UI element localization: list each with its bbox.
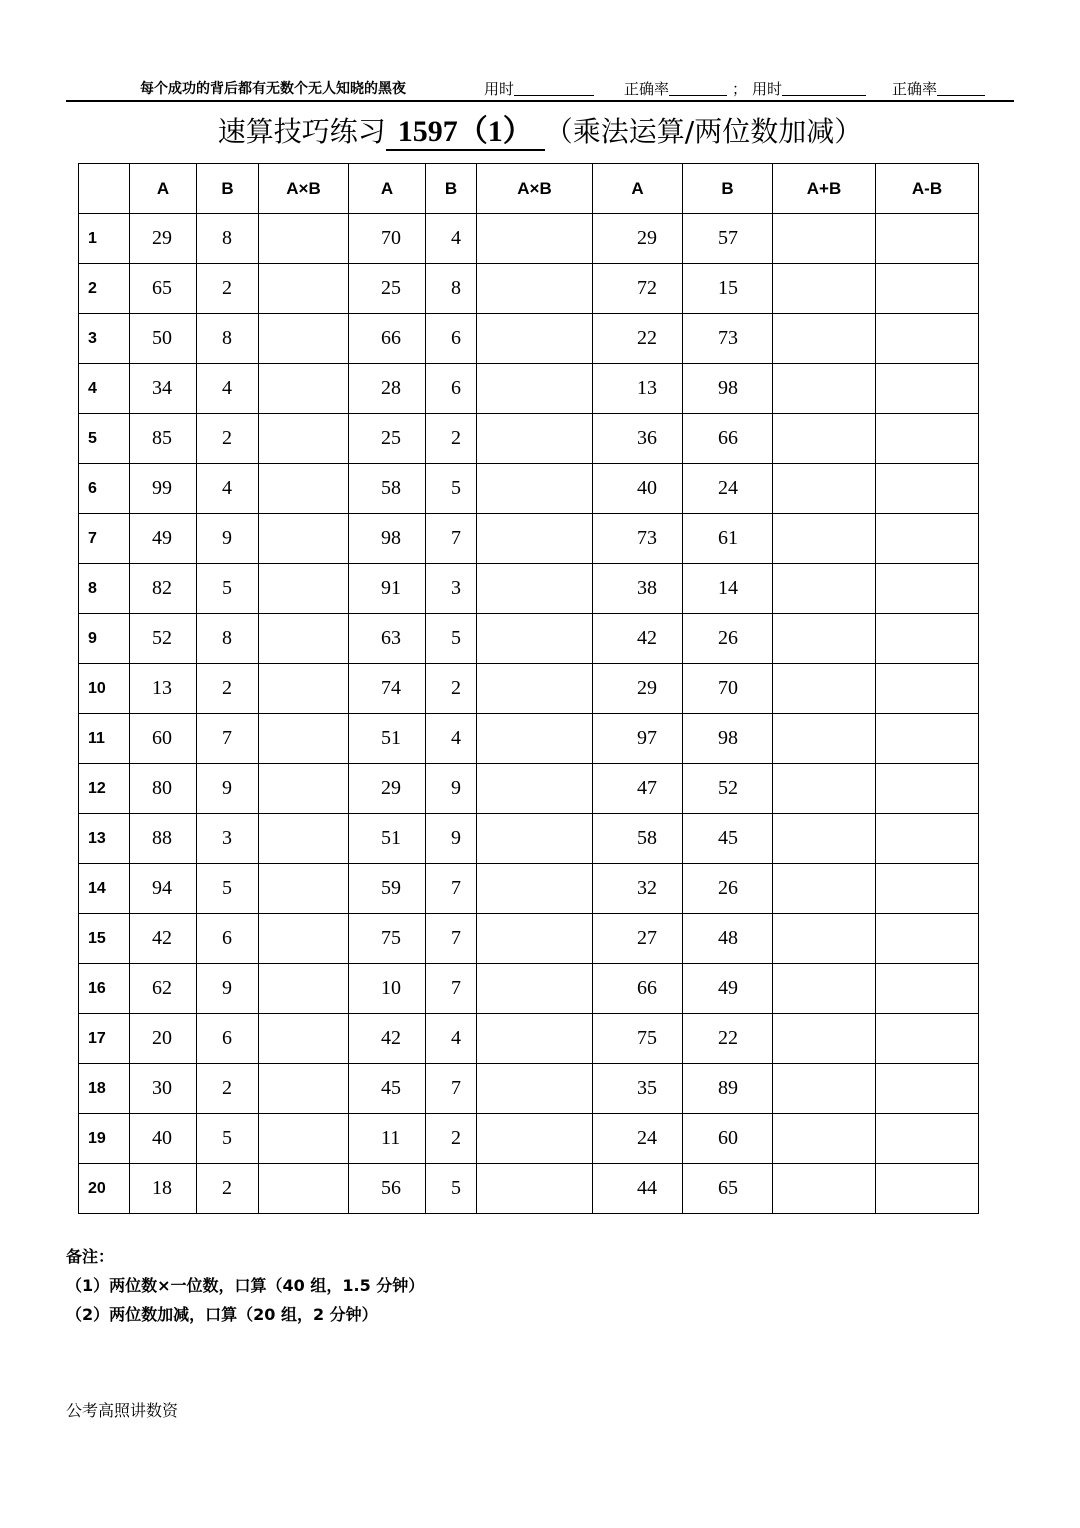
answer-sum[interactable] [773,864,876,914]
cell-b1: 9 [197,964,259,1014]
header-b2: B [426,164,477,214]
cell-a3: 58 [593,814,683,864]
answer-sum[interactable] [773,464,876,514]
answer-product-2[interactable] [477,1164,593,1214]
answer-product-1[interactable] [259,414,349,464]
notes-line-2: （2）两位数加减，口算（20 组，2 分钟） [66,1305,378,1324]
cell-b1: 2 [197,1064,259,1114]
table-row [79,614,979,664]
row-index: 4 [79,364,130,414]
accuracy-field-1 [624,78,669,99]
header-product-1: A×B [259,164,349,214]
answer-product-2[interactable] [477,264,593,314]
cell-a3: 47 [593,764,683,814]
cell-a2: 28 [349,364,426,414]
header-a1: A [130,164,197,214]
cell-a1: 18 [130,1164,197,1214]
cell-b3: 52 [683,764,773,814]
cell-b1: 8 [197,214,259,264]
answer-difference[interactable] [876,1064,979,1114]
row-index: 2 [79,264,130,314]
row-index: 14 [79,864,130,914]
answer-product-2[interactable] [477,314,593,364]
table-row [79,1164,979,1214]
cell-b2: 7 [426,514,477,564]
cell-b2: 2 [426,1114,477,1164]
cell-b2: 3 [426,564,477,614]
cell-a2: 70 [349,214,426,264]
cell-a2: 75 [349,914,426,964]
header-a3: A [593,164,683,214]
cell-a2: 51 [349,814,426,864]
cell-b2: 7 [426,914,477,964]
table-row [79,1064,979,1114]
answer-product-2[interactable] [477,1014,593,1064]
row-index: 12 [79,764,130,814]
cell-b2: 7 [426,864,477,914]
table-row [79,464,979,514]
cell-a3: 27 [593,914,683,964]
answer-product-1[interactable] [259,814,349,864]
cell-a1: 60 [130,714,197,764]
cell-a2: 74 [349,664,426,714]
header-index [79,164,130,214]
answer-sum[interactable] [773,964,876,1014]
title-suffix: （乘法运算/两位数加减） [544,115,863,148]
table-row [79,514,979,564]
cell-b3: 98 [683,714,773,764]
cell-a1: 34 [130,364,197,414]
cell-a3: 42 [593,614,683,664]
cell-b3: 57 [683,214,773,264]
table-row [79,664,979,714]
cell-b1: 2 [197,1164,259,1214]
cell-b2: 9 [426,814,477,864]
answer-product-1[interactable] [259,764,349,814]
answer-product-1[interactable] [259,464,349,514]
row-index: 9 [79,614,130,664]
cell-b3: 60 [683,1114,773,1164]
cell-a1: 13 [130,664,197,714]
cell-a2: 25 [349,414,426,464]
table-row [79,914,979,964]
page-title [0,110,1080,151]
cell-b2: 5 [426,1164,477,1214]
title-prefix: 速算技巧练习 [217,115,386,148]
answer-product-2[interactable] [477,664,593,714]
answer-product-2[interactable] [477,464,593,514]
cell-a3: 72 [593,264,683,314]
row-index: 11 [79,714,130,764]
cell-b2: 8 [426,264,477,314]
cell-a2: 10 [349,964,426,1014]
table-row [79,314,979,364]
header-sum: A+B [773,164,876,214]
header-line [66,76,1014,102]
cell-a1: 82 [130,564,197,614]
answer-product-1[interactable] [259,1114,349,1164]
cell-a3: 29 [593,214,683,264]
answer-product-1[interactable] [259,714,349,764]
cell-a1: 42 [130,914,197,964]
accuracy-label-1: 正确率 [624,82,670,98]
answer-product-1[interactable] [259,664,349,714]
cell-b2: 2 [426,664,477,714]
cell-b1: 8 [197,614,259,664]
cell-b3: 66 [683,414,773,464]
answer-difference[interactable] [876,814,979,864]
answer-difference[interactable] [876,464,979,514]
accuracy-label-2: 正确率 [892,82,938,98]
table-row [79,214,979,264]
answer-product-2[interactable] [477,564,593,614]
cell-b2: 6 [426,314,477,364]
cell-b2: 4 [426,214,477,264]
cell-a1: 52 [130,614,197,664]
answer-product-2[interactable] [477,614,593,664]
header-a2: A [349,164,426,214]
table-row [79,414,979,464]
time-blank-2[interactable] [782,80,866,96]
time-field-1 [484,78,514,99]
cell-b2: 5 [426,464,477,514]
cell-b1: 2 [197,664,259,714]
cell-b3: 45 [683,814,773,864]
cell-b1: 4 [197,464,259,514]
cell-a2: 29 [349,764,426,814]
cell-a2: 51 [349,714,426,764]
answer-sum[interactable] [773,614,876,664]
time-field-2 [752,78,782,99]
cell-b2: 4 [426,1014,477,1064]
cell-b2: 7 [426,964,477,1014]
cell-a2: 58 [349,464,426,514]
cell-b1: 5 [197,564,259,614]
answer-product-2[interactable] [477,214,593,264]
answer-difference[interactable] [876,364,979,414]
cell-b2: 9 [426,764,477,814]
cell-b1: 7 [197,714,259,764]
row-index: 16 [79,964,130,1014]
row-index: 17 [79,1014,130,1064]
answer-difference[interactable] [876,764,979,814]
cell-a2: 91 [349,564,426,614]
row-index: 1 [79,214,130,264]
cell-a1: 49 [130,514,197,564]
cell-b3: 26 [683,614,773,664]
cell-a2: 66 [349,314,426,364]
cell-b1: 6 [197,1014,259,1064]
cell-a1: 94 [130,864,197,914]
cell-a2: 98 [349,514,426,564]
answer-sum[interactable] [773,1114,876,1164]
answer-sum[interactable] [773,564,876,614]
row-index: 5 [79,414,130,464]
header-b3: B [683,164,773,214]
answer-difference[interactable] [876,714,979,764]
header-separator: ； [732,82,748,98]
answer-difference[interactable] [876,1164,979,1214]
cell-a3: 24 [593,1114,683,1164]
cell-a3: 66 [593,964,683,1014]
practice-table [78,163,979,1214]
cell-b1: 2 [197,414,259,464]
answer-sum[interactable] [773,1064,876,1114]
answer-product-1[interactable] [259,214,349,264]
answer-product-2[interactable] [477,814,593,864]
cell-a3: 38 [593,564,683,614]
row-index: 15 [79,914,130,964]
header-difference: A-B [876,164,979,214]
answer-difference[interactable] [876,564,979,614]
footer: 公考高照讲数资 [66,1401,179,1420]
cell-b1: 8 [197,314,259,364]
table-row [79,964,979,1014]
header-product-2: A×B [477,164,593,214]
cell-a2: 56 [349,1164,426,1214]
cell-a1: 80 [130,764,197,814]
answer-product-2[interactable] [477,764,593,814]
cell-a3: 29 [593,664,683,714]
answer-difference[interactable] [876,514,979,564]
cell-a1: 40 [130,1114,197,1164]
answer-product-2[interactable] [477,914,593,964]
answer-difference[interactable] [876,1014,979,1064]
cell-a1: 85 [130,414,197,464]
cell-a3: 73 [593,514,683,564]
notes-line-1: （1）两位数×一位数，口算（40 组，1.5 分钟） [66,1276,425,1295]
answer-product-1[interactable] [259,864,349,914]
cell-b3: 73 [683,314,773,364]
row-index: 19 [79,1114,130,1164]
cell-a1: 20 [130,1014,197,1064]
answer-sum[interactable] [773,664,876,714]
answer-product-2[interactable] [477,864,593,914]
motto: 每个成功的背后都有无数个无人知晓的黑夜 [140,81,406,97]
answer-product-2[interactable] [477,1114,593,1164]
answer-product-2[interactable] [477,414,593,464]
answer-difference[interactable] [876,264,979,314]
cell-b2: 2 [426,414,477,464]
table-row [79,864,979,914]
row-index: 18 [79,1064,130,1114]
cell-b3: 26 [683,864,773,914]
cell-a1: 65 [130,264,197,314]
row-index: 7 [79,514,130,564]
cell-b1: 6 [197,914,259,964]
cell-b2: 6 [426,364,477,414]
answer-sum[interactable] [773,814,876,864]
answer-sum[interactable] [773,264,876,314]
table-row [79,714,979,764]
accuracy-blank-2[interactable] [937,80,985,96]
time-label-1: 用时 [484,82,515,98]
answer-product-1[interactable] [259,564,349,614]
cell-a2: 45 [349,1064,426,1114]
cell-b3: 70 [683,664,773,714]
answer-sum[interactable] [773,1164,876,1214]
cell-b3: 49 [683,964,773,1014]
answer-sum[interactable] [773,364,876,414]
table-row [79,264,979,314]
table-row [79,564,979,614]
header-b1: B [197,164,259,214]
title-code: 1597（1） [386,115,545,151]
answer-sum[interactable] [773,714,876,764]
cell-b1: 2 [197,264,259,314]
answer-product-1[interactable] [259,914,349,964]
row-index: 8 [79,564,130,614]
row-index: 6 [79,464,130,514]
cell-b3: 15 [683,264,773,314]
answer-product-1[interactable] [259,1064,349,1114]
cell-a3: 32 [593,864,683,914]
cell-a3: 22 [593,314,683,364]
cell-a1: 50 [130,314,197,364]
cell-a3: 44 [593,1164,683,1214]
answer-product-1[interactable] [259,964,349,1014]
cell-b1: 5 [197,1114,259,1164]
cell-b3: 48 [683,914,773,964]
cell-b2: 5 [426,614,477,664]
answer-product-1[interactable] [259,264,349,314]
row-index: 3 [79,314,130,364]
cell-b1: 9 [197,514,259,564]
cell-b3: 22 [683,1014,773,1064]
cell-a2: 25 [349,264,426,314]
answer-product-2[interactable] [477,364,593,414]
answer-sum[interactable] [773,914,876,964]
cell-a3: 97 [593,714,683,764]
cell-b1: 4 [197,364,259,414]
answer-sum[interactable] [773,314,876,364]
cell-a2: 59 [349,864,426,914]
answer-difference[interactable] [876,664,979,714]
cell-a1: 29 [130,214,197,264]
answer-sum[interactable] [773,1014,876,1064]
cell-b3: 24 [683,464,773,514]
answer-difference[interactable] [876,314,979,364]
cell-a3: 36 [593,414,683,464]
table-row [79,1114,979,1164]
notes-title: 备注： [66,1247,115,1266]
cell-a2: 63 [349,614,426,664]
answer-difference[interactable] [876,964,979,1014]
answer-product-2[interactable] [477,514,593,564]
table-row [79,814,979,864]
answer-difference[interactable] [876,614,979,664]
cell-b2: 4 [426,714,477,764]
cell-a3: 13 [593,364,683,414]
answer-sum[interactable] [773,214,876,264]
table-row [79,364,979,414]
cell-b3: 98 [683,364,773,414]
header-row [79,164,979,214]
row-index: 10 [79,664,130,714]
time-label-2: 用时 [752,82,783,98]
cell-a2: 11 [349,1114,426,1164]
answer-difference[interactable] [876,414,979,464]
notes [66,1242,424,1329]
table-row [79,764,979,814]
answer-product-1[interactable] [259,314,349,364]
answer-difference[interactable] [876,214,979,264]
answer-product-1[interactable] [259,364,349,414]
answer-product-1[interactable] [259,1014,349,1064]
cell-a2: 42 [349,1014,426,1064]
cell-a1: 62 [130,964,197,1014]
row-index: 20 [79,1164,130,1214]
cell-a1: 88 [130,814,197,864]
accuracy-field-2 [892,78,937,99]
cell-a3: 75 [593,1014,683,1064]
cell-b3: 61 [683,514,773,564]
answer-product-1[interactable] [259,1164,349,1214]
row-index: 13 [79,814,130,864]
answer-difference[interactable] [876,1114,979,1164]
answer-product-2[interactable] [477,714,593,764]
time-blank-1[interactable] [514,80,594,96]
cell-b1: 3 [197,814,259,864]
cell-b3: 65 [683,1164,773,1214]
cell-b1: 9 [197,764,259,814]
cell-b1: 5 [197,864,259,914]
answer-product-1[interactable] [259,514,349,564]
cell-b3: 89 [683,1064,773,1114]
answer-sum[interactable] [773,414,876,464]
cell-a1: 99 [130,464,197,514]
cell-b2: 7 [426,1064,477,1114]
cell-a3: 35 [593,1064,683,1114]
table-row [79,1014,979,1064]
cell-b3: 14 [683,564,773,614]
cell-a1: 30 [130,1064,197,1114]
answer-difference[interactable] [876,864,979,914]
cell-a3: 40 [593,464,683,514]
answer-sum[interactable] [773,514,876,564]
answer-sum[interactable] [773,764,876,814]
answer-product-1[interactable] [259,614,349,664]
table-body [79,214,979,1214]
answer-product-2[interactable] [477,964,593,1014]
answer-difference[interactable] [876,914,979,964]
answer-product-2[interactable] [477,1064,593,1114]
accuracy-blank-1[interactable] [669,80,727,96]
